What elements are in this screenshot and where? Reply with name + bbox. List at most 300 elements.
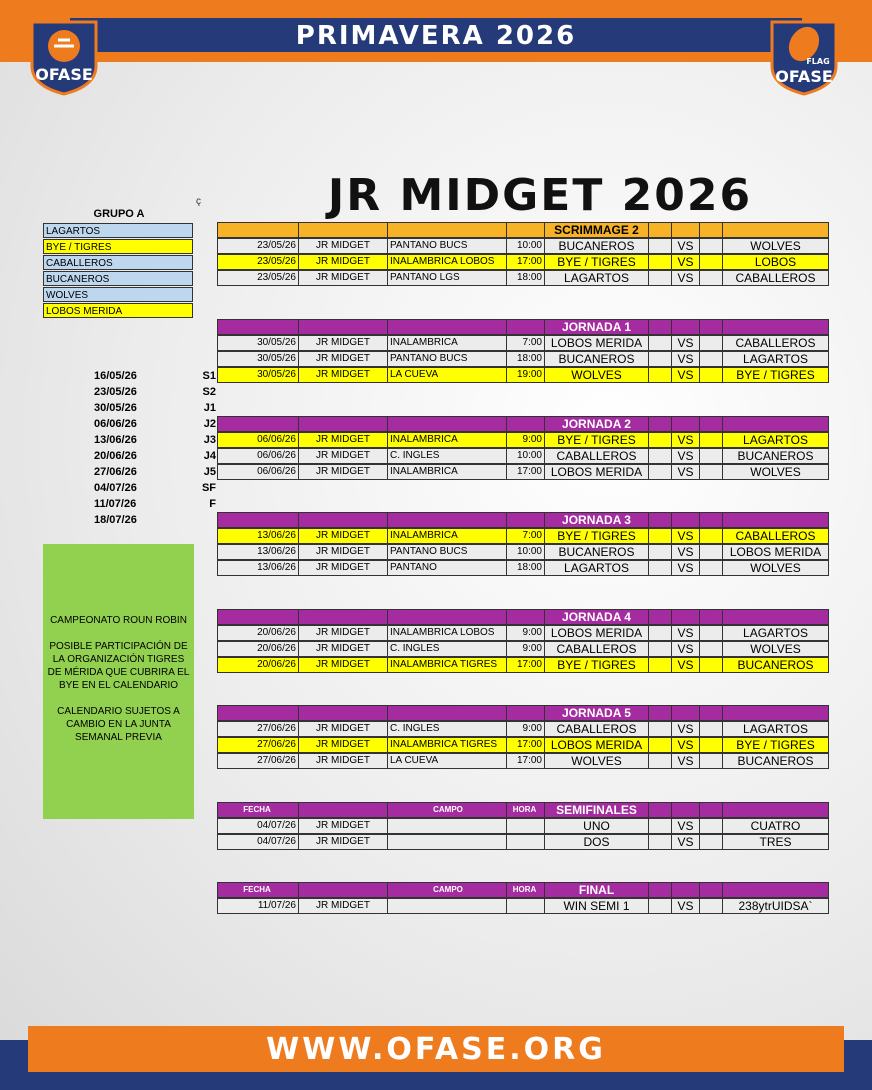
match-cell <box>700 351 723 367</box>
calendar-date: 30/05/26 <box>94 402 137 414</box>
match-cell <box>700 544 723 560</box>
header-cell <box>672 416 700 432</box>
calendar-code: SF <box>201 482 216 494</box>
match-cell <box>700 238 723 254</box>
match-row <box>217 351 829 367</box>
calendar-date: 23/05/26 <box>94 386 137 398</box>
match-home-team: BYE / TIGRES <box>545 254 649 270</box>
header-cell <box>723 609 829 625</box>
column-header-hora: HORA <box>507 882 545 898</box>
match-field: INALAMBRICA <box>388 335 507 351</box>
match-field: PANTANO LGS <box>388 270 507 286</box>
match-category: JR MIDGET <box>299 351 388 367</box>
match-away-team: BUCANEROS <box>723 657 829 673</box>
match-date: 20/06/26 <box>217 625 299 641</box>
match-row <box>217 432 829 448</box>
match-time: 17:00 <box>507 737 545 753</box>
header-cell <box>700 416 723 432</box>
match-vs: VS <box>672 657 700 673</box>
match-row <box>217 753 829 769</box>
match-field: C. INGLES <box>388 721 507 737</box>
logo-right-text: OFASE <box>775 67 833 86</box>
match-field: INALAMBRICA TIGRES <box>388 737 507 753</box>
ofase-flag-logo-right <box>768 16 840 96</box>
match-date: 06/06/26 <box>217 464 299 480</box>
calendar-code: J4 <box>203 450 216 462</box>
match-date: 13/06/26 <box>217 544 299 560</box>
header-cell <box>217 512 299 528</box>
match-date: 04/07/26 <box>217 818 299 834</box>
match-date: 27/06/26 <box>217 753 299 769</box>
match-cell <box>649 270 672 286</box>
header-cell <box>700 705 723 721</box>
match-row <box>217 818 829 834</box>
match-field: INALAMBRICA <box>388 464 507 480</box>
header-cell <box>672 882 700 898</box>
header-cell <box>507 512 545 528</box>
match-field <box>388 898 507 914</box>
match-home-team: WOLVES <box>545 367 649 383</box>
header-cell <box>388 705 507 721</box>
match-vs: VS <box>672 898 700 914</box>
match-field: PANTANO <box>388 560 507 576</box>
match-category: JR MIDGET <box>299 657 388 673</box>
match-category: JR MIDGET <box>299 834 388 850</box>
match-date: 23/05/26 <box>217 270 299 286</box>
match-time <box>507 818 545 834</box>
section-header <box>217 416 829 432</box>
match-date: 20/06/26 <box>217 657 299 673</box>
match-vs: VS <box>672 641 700 657</box>
match-row <box>217 270 829 286</box>
match-field: INALAMBRICA TIGRES <box>388 657 507 673</box>
match-time <box>507 898 545 914</box>
header-cell <box>700 882 723 898</box>
match-time: 10:00 <box>507 448 545 464</box>
match-time: 10:00 <box>507 238 545 254</box>
match-cell <box>649 254 672 270</box>
calendar-code: J3 <box>203 434 216 446</box>
section-header <box>217 609 829 625</box>
match-home-team: UNO <box>545 818 649 834</box>
header-cell <box>388 222 507 238</box>
match-category: JR MIDGET <box>299 544 388 560</box>
match-vs: VS <box>672 270 700 286</box>
section-title: SEMIFINALES <box>545 802 649 818</box>
match-cell <box>649 367 672 383</box>
match-category: JR MIDGET <box>299 641 388 657</box>
match-vs: VS <box>672 737 700 753</box>
header-cell <box>672 609 700 625</box>
match-vs: VS <box>672 528 700 544</box>
match-field: PANTANO BUCS <box>388 544 507 560</box>
header-cell <box>672 512 700 528</box>
match-cell <box>700 270 723 286</box>
header-cell <box>723 319 829 335</box>
match-row <box>217 737 829 753</box>
match-row <box>217 721 829 737</box>
match-away-team: WOLVES <box>723 464 829 480</box>
footer-url[interactable]: WWW.OFASE.ORG <box>266 1032 606 1067</box>
match-away-team: BYE / TIGRES <box>723 737 829 753</box>
tournament-note <box>43 544 194 819</box>
header-cell <box>649 222 672 238</box>
header-cell <box>507 222 545 238</box>
match-cell <box>649 464 672 480</box>
header-cell <box>507 705 545 721</box>
match-cell <box>649 753 672 769</box>
column-header-fecha: FECHA <box>217 882 299 898</box>
header-cell <box>507 416 545 432</box>
header-cell <box>649 882 672 898</box>
match-away-team: WOLVES <box>723 641 829 657</box>
stray-mark: ç <box>196 196 201 207</box>
match-field: LA CUEVA <box>388 753 507 769</box>
match-cell <box>649 238 672 254</box>
match-vs: VS <box>672 625 700 641</box>
match-home-team: CABALLEROS <box>545 448 649 464</box>
column-header-campo: CAMPO <box>388 882 507 898</box>
header-cell <box>723 705 829 721</box>
match-away-team: 238ytrUIDSA` <box>723 898 829 914</box>
header-cell <box>507 319 545 335</box>
match-vs: VS <box>672 238 700 254</box>
match-cell <box>700 367 723 383</box>
match-row <box>217 657 829 673</box>
header-cell <box>649 416 672 432</box>
match-home-team: LOBOS MERIDA <box>545 335 649 351</box>
match-date: 04/07/26 <box>217 834 299 850</box>
group-team: BUCANEROS <box>43 271 193 286</box>
match-cell <box>649 335 672 351</box>
header-cell <box>723 416 829 432</box>
header-cell <box>299 319 388 335</box>
match-category: JR MIDGET <box>299 898 388 914</box>
match-vs: VS <box>672 351 700 367</box>
match-category: JR MIDGET <box>299 625 388 641</box>
logo-right-sub: FLAG <box>806 57 830 66</box>
header-cell <box>700 802 723 818</box>
section-header <box>217 882 829 898</box>
match-date: 30/05/26 <box>217 367 299 383</box>
match-away-team: LOBOS <box>723 254 829 270</box>
match-vs: VS <box>672 367 700 383</box>
match-category: JR MIDGET <box>299 753 388 769</box>
match-home-team: LAGARTOS <box>545 270 649 286</box>
match-row <box>217 254 829 270</box>
match-cell <box>700 254 723 270</box>
match-category: JR MIDGET <box>299 818 388 834</box>
match-row <box>217 834 829 850</box>
section-header <box>217 512 829 528</box>
match-category: JR MIDGET <box>299 737 388 753</box>
header-cell <box>700 609 723 625</box>
match-cell <box>700 898 723 914</box>
header-cell <box>672 802 700 818</box>
match-away-team: CABALLEROS <box>723 528 829 544</box>
match-field: C. INGLES <box>388 641 507 657</box>
match-field: INALAMBRICA <box>388 432 507 448</box>
match-time: 18:00 <box>507 560 545 576</box>
match-cell <box>700 834 723 850</box>
header-cell <box>723 882 829 898</box>
header-cell <box>723 512 829 528</box>
match-row <box>217 560 829 576</box>
match-date: 20/06/26 <box>217 641 299 657</box>
match-away-team: LAGARTOS <box>723 625 829 641</box>
group-title: GRUPO A <box>93 208 145 220</box>
match-category: JR MIDGET <box>299 560 388 576</box>
match-category: JR MIDGET <box>299 367 388 383</box>
match-field <box>388 834 507 850</box>
match-cell <box>700 721 723 737</box>
section-title: JORNADA 1 <box>545 319 649 335</box>
match-date: 30/05/26 <box>217 335 299 351</box>
match-cell <box>700 818 723 834</box>
match-time <box>507 834 545 850</box>
match-field: INALAMBRICA LOBOS <box>388 625 507 641</box>
match-vs: VS <box>672 560 700 576</box>
match-home-team: WIN SEMI 1 <box>545 898 649 914</box>
match-row <box>217 641 829 657</box>
calendar-date: 06/06/26 <box>94 418 137 430</box>
header-cell <box>299 416 388 432</box>
header-cell <box>649 705 672 721</box>
match-date: 13/06/26 <box>217 560 299 576</box>
match-category: JR MIDGET <box>299 254 388 270</box>
match-vs: VS <box>672 335 700 351</box>
match-home-team: CABALLEROS <box>545 641 649 657</box>
header-cell <box>723 222 829 238</box>
group-team: BYE / TIGRES <box>43 239 193 254</box>
match-field: PANTANO BUCS <box>388 351 507 367</box>
match-row <box>217 448 829 464</box>
match-vs: VS <box>672 464 700 480</box>
calendar-code: J5 <box>203 466 216 478</box>
header-cell <box>700 319 723 335</box>
match-vs: VS <box>672 544 700 560</box>
match-cell <box>649 560 672 576</box>
note-line: CALENDARIO SUJETOS A CAMBIO EN LA JUNTA SEMANAL PREVIA <box>57 706 180 743</box>
match-cell <box>700 641 723 657</box>
header-cell <box>217 609 299 625</box>
match-cell <box>700 448 723 464</box>
match-field <box>388 818 507 834</box>
match-date: 27/06/26 <box>217 721 299 737</box>
match-category: JR MIDGET <box>299 238 388 254</box>
note-line: CAMPEONATO ROUN ROBIN <box>50 615 187 626</box>
match-row <box>217 464 829 480</box>
match-cell <box>649 898 672 914</box>
match-home-team: LOBOS MERIDA <box>545 737 649 753</box>
match-time: 17:00 <box>507 254 545 270</box>
ofase-logo-left <box>28 16 100 96</box>
section-header <box>217 705 829 721</box>
calendar-code: J2 <box>203 418 216 430</box>
match-cell <box>700 464 723 480</box>
match-away-team: TRES <box>723 834 829 850</box>
calendar-code: F <box>209 498 216 510</box>
header-cell <box>388 512 507 528</box>
match-home-team: CABALLEROS <box>545 721 649 737</box>
match-away-team: LAGARTOS <box>723 351 829 367</box>
match-row <box>217 528 829 544</box>
section-title: JORNADA 4 <box>545 609 649 625</box>
match-category: JR MIDGET <box>299 528 388 544</box>
calendar-date: 27/06/26 <box>94 466 137 478</box>
match-cell <box>649 721 672 737</box>
match-date: 11/07/26 <box>217 898 299 914</box>
header-cell <box>723 802 829 818</box>
match-cell <box>649 834 672 850</box>
column-header-campo: CAMPO <box>388 802 507 818</box>
match-away-team: WOLVES <box>723 238 829 254</box>
header-cell <box>649 319 672 335</box>
match-away-team: BUCANEROS <box>723 753 829 769</box>
match-time: 19:00 <box>507 367 545 383</box>
match-category: JR MIDGET <box>299 432 388 448</box>
header-cell <box>700 222 723 238</box>
match-cell <box>700 657 723 673</box>
logo-left-text: OFASE <box>35 65 93 84</box>
header-cell <box>217 222 299 238</box>
match-time: 10:00 <box>507 544 545 560</box>
header-cell <box>388 609 507 625</box>
match-vs: VS <box>672 834 700 850</box>
match-date: 23/05/26 <box>217 254 299 270</box>
header-cell <box>299 609 388 625</box>
header-cell <box>649 609 672 625</box>
match-cell <box>649 351 672 367</box>
match-away-team: LAGARTOS <box>723 432 829 448</box>
match-cell <box>649 528 672 544</box>
section-title: JORNADA 3 <box>545 512 649 528</box>
match-away-team: CABALLEROS <box>723 270 829 286</box>
match-row <box>217 335 829 351</box>
page-title: JR MIDGET 2026 <box>327 170 753 221</box>
match-row <box>217 367 829 383</box>
section-title: JORNADA 5 <box>545 705 649 721</box>
section-title: SCRIMMAGE 2 <box>545 222 649 238</box>
match-vs: VS <box>672 432 700 448</box>
match-cell <box>649 544 672 560</box>
match-vs: VS <box>672 753 700 769</box>
match-time: 17:00 <box>507 753 545 769</box>
match-cell <box>649 432 672 448</box>
section-header <box>217 802 829 818</box>
group-team: CABALLEROS <box>43 255 193 270</box>
match-cell <box>649 657 672 673</box>
match-cell <box>700 625 723 641</box>
match-cell <box>700 753 723 769</box>
match-category: JR MIDGET <box>299 721 388 737</box>
match-away-team: CABALLEROS <box>723 335 829 351</box>
match-cell <box>649 625 672 641</box>
match-category: JR MIDGET <box>299 464 388 480</box>
match-away-team: CUATRO <box>723 818 829 834</box>
header-cell <box>299 802 388 818</box>
section-header <box>217 222 829 238</box>
match-cell <box>700 560 723 576</box>
match-home-team: LOBOS MERIDA <box>545 625 649 641</box>
match-home-team: DOS <box>545 834 649 850</box>
header-cell <box>299 222 388 238</box>
match-row <box>217 625 829 641</box>
calendar-code: J1 <box>203 402 216 414</box>
match-away-team: WOLVES <box>723 560 829 576</box>
match-cell <box>649 737 672 753</box>
match-date: 27/06/26 <box>217 737 299 753</box>
match-date: 06/06/26 <box>217 432 299 448</box>
match-time: 18:00 <box>507 270 545 286</box>
header-cell <box>649 802 672 818</box>
header-cell <box>388 319 507 335</box>
match-home-team: BYE / TIGRES <box>545 528 649 544</box>
header-cell <box>217 319 299 335</box>
calendar-date: 18/07/26 <box>94 514 137 526</box>
group-team: LAGARTOS <box>43 223 193 238</box>
match-field: LA CUEVA <box>388 367 507 383</box>
calendar-date: 16/05/26 <box>94 370 137 382</box>
calendar-code: S2 <box>202 386 216 398</box>
match-field: PANTANO BUCS <box>388 238 507 254</box>
match-field: C. INGLES <box>388 448 507 464</box>
match-row <box>217 238 829 254</box>
match-category: JR MIDGET <box>299 270 388 286</box>
match-category: JR MIDGET <box>299 335 388 351</box>
section-title: JORNADA 2 <box>545 416 649 432</box>
match-away-team: LOBOS MERIDA <box>723 544 829 560</box>
match-row <box>217 544 829 560</box>
header-cell <box>672 222 700 238</box>
match-vs: VS <box>672 818 700 834</box>
header-cell <box>299 512 388 528</box>
match-row <box>217 898 829 914</box>
section-title: FINAL <box>545 882 649 898</box>
match-date: 06/06/26 <box>217 448 299 464</box>
calendar-code: S1 <box>202 370 216 382</box>
header-cell <box>388 416 507 432</box>
match-cell <box>649 448 672 464</box>
page-header-title: PRIMAVERA 2026 <box>295 21 577 51</box>
calendar-date: 13/06/26 <box>94 434 137 446</box>
match-time: 7:00 <box>507 528 545 544</box>
match-home-team: BYE / TIGRES <box>545 657 649 673</box>
section-header <box>217 319 829 335</box>
match-time: 9:00 <box>507 625 545 641</box>
match-time: 17:00 <box>507 464 545 480</box>
header-cell <box>217 416 299 432</box>
match-category: JR MIDGET <box>299 448 388 464</box>
match-cell <box>649 818 672 834</box>
calendar-date: 11/07/26 <box>94 498 137 510</box>
match-cell <box>700 528 723 544</box>
header-cell <box>299 882 388 898</box>
match-home-team: BUCANEROS <box>545 351 649 367</box>
match-time: 9:00 <box>507 432 545 448</box>
match-home-team: BUCANEROS <box>545 544 649 560</box>
match-home-team: LAGARTOS <box>545 560 649 576</box>
group-team: LOBOS MERIDA <box>43 303 193 318</box>
match-home-team: LOBOS MERIDA <box>545 464 649 480</box>
match-away-team: BUCANEROS <box>723 448 829 464</box>
match-time: 18:00 <box>507 351 545 367</box>
column-header-fecha: FECHA <box>217 802 299 818</box>
match-cell <box>700 432 723 448</box>
group-team: WOLVES <box>43 287 193 302</box>
match-field: INALAMBRICA LOBOS <box>388 254 507 270</box>
match-cell <box>700 737 723 753</box>
